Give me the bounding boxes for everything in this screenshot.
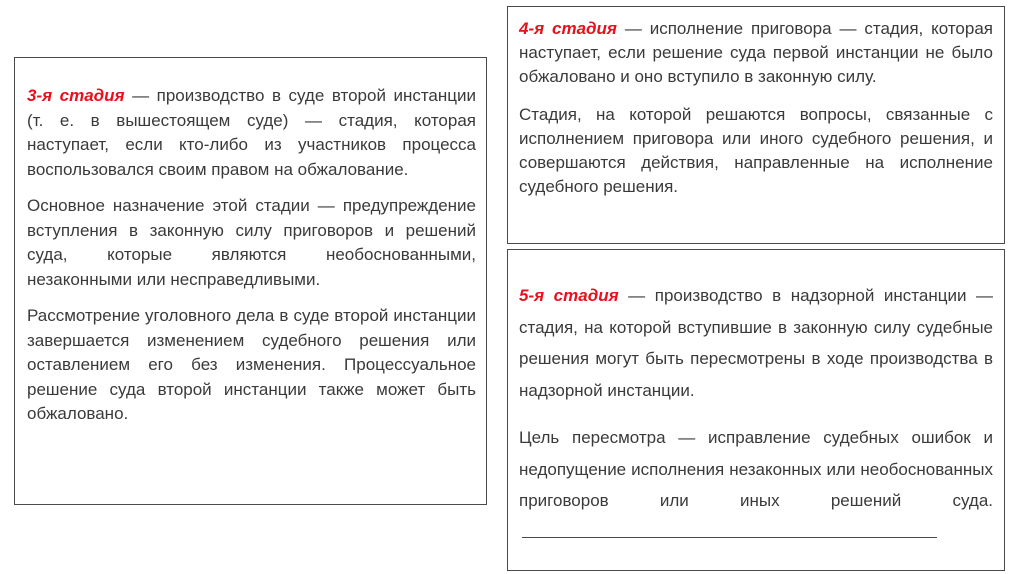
stage-5-definition: — производство в надзорной инстанции — стадия, на которой вступившие в законную силу судебные решения могут быть пересмотрены в ходе производства в надзорной инстанции. (519, 286, 993, 400)
stage-3-paragraph-1 (27, 84, 476, 182)
stage-5-goal-text: Цель пересмотра — исправление судебных ошибок и недопущение исполнения незаконных или необоснованных приговоров или иных решений суда. (519, 428, 993, 510)
stage-4-card (507, 6, 1005, 244)
stage-5-paragraph-1 (519, 280, 993, 406)
stage-5-title: 5-я стадия (519, 286, 619, 305)
stage-3-definition: — производство в суде второй инстанции (т. е. в вышестоящем суде) — стадия, которая наступает, если кто-либо из участников процесса воспользовался своим правом на обжалование. (27, 86, 477, 179)
stage-5-card (507, 249, 1005, 571)
stage-4-paragraph-1 (519, 17, 993, 89)
stage-3-paragraph-2: Основное назначение этой стадии — предупреждение вступления в законную силу приговоров и решений суда, которые являются необоснованными, незаконными или несправедливыми. (27, 196, 476, 289)
stage-5-paragraph-2 (519, 422, 993, 548)
stage-3-card (14, 57, 487, 505)
stage-4-paragraph-2: Стадия, на которой решаются вопросы, связанные с исполнением приговора или иного судебного решения, и совершаются действия, направленные на исполнение судебного решения. (519, 105, 993, 196)
stage-3-paragraph-3: Рассмотрение уголовного дела в суде второй инстанции завершается изменением судебного решения или оставлением его без изменения. Процессуальное решение суда второй инстанции также может быть обжаловано. (27, 306, 476, 423)
stage-4-definition: — исполнение приговора — стадия, которая наступает, если решение суда первой инстанции не было обжаловано и оно вступило в законную силу. (519, 19, 993, 86)
stage-4-title: 4-я стадия (519, 19, 617, 38)
underline-decoration (522, 536, 937, 538)
stage-3-title: 3-я стадия (27, 86, 125, 105)
